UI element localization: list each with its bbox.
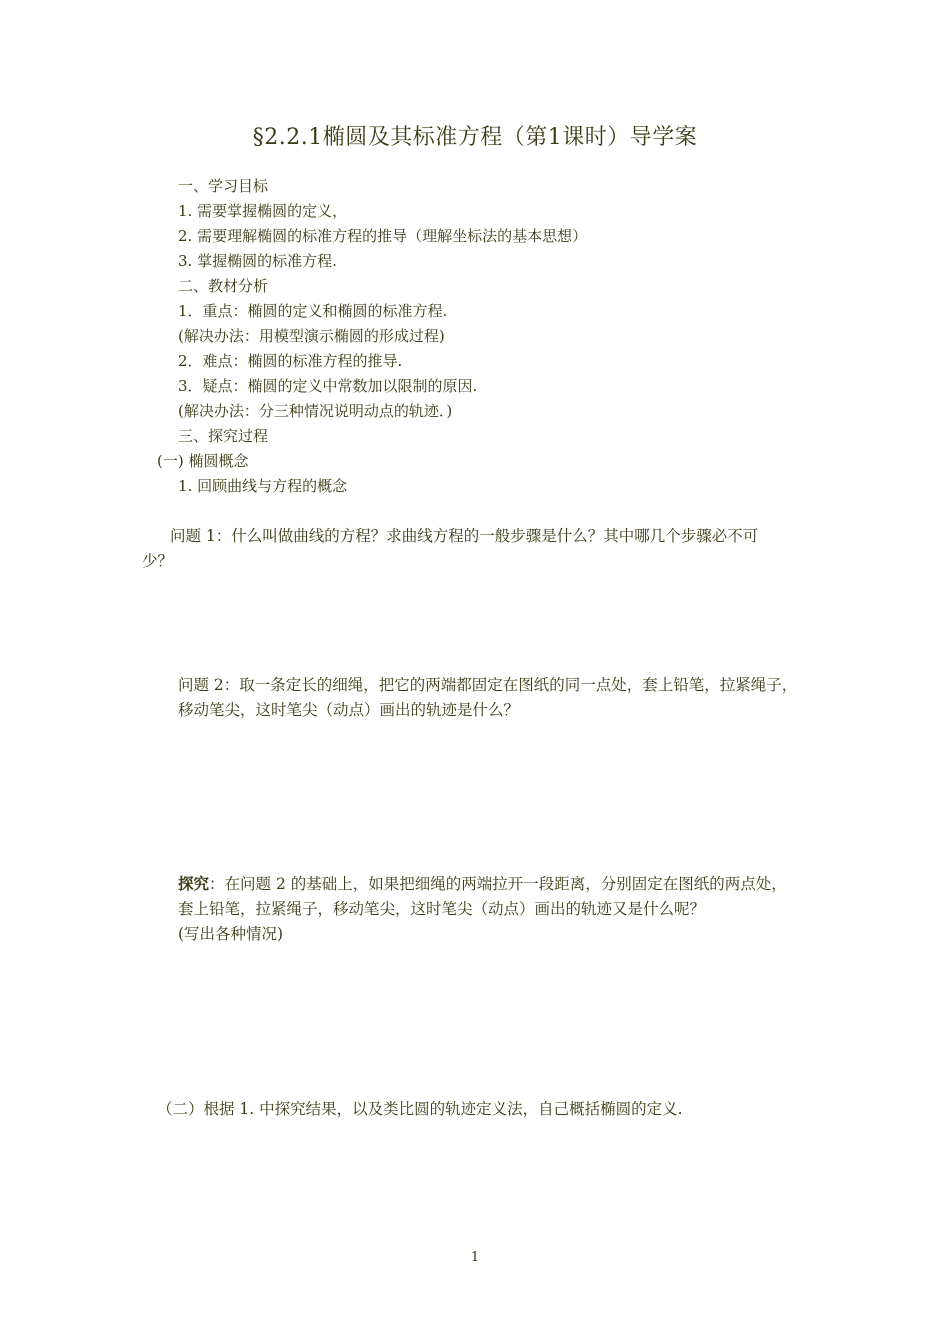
section-heading-analysis: 二、教材分析 — [178, 277, 269, 295]
explore-line-1 — [178, 874, 787, 894]
explore-label: 探究 — [178, 874, 210, 893]
question-2-line-1: 问题 2：取一条定长的细绳，把它的两端都固定在图纸的同一点处，套上铅笔，拉紧绳子， — [178, 676, 798, 694]
explore-line-3: (写出各种情况) — [178, 925, 284, 943]
section-two-definition: （二）根据 1. 中探究结果，以及类比圆的轨迹定义法，自己概括椭圆的定义. — [157, 1100, 683, 1118]
analysis-item-3: 3．疑点：椭圆的定义中常数加以限制的原因. — [178, 377, 478, 395]
goal-item-1: 1. 需要掌握椭圆的定义， — [178, 202, 348, 220]
analysis-item-2: 2．难点：椭圆的标准方程的推导. — [178, 352, 403, 370]
subsection-ellipse-concept: (一) 椭圆概念 — [157, 452, 249, 470]
question-1-line-2: 少？ — [142, 552, 174, 570]
question-1-line-1: 问题 1：什么叫做曲线的方程？求曲线方程的一般步骤是什么？其中哪几个步骤必不可 — [170, 527, 759, 545]
analysis-item-1: 1．重点：椭圆的定义和椭圆的标准方程. — [178, 302, 448, 320]
document-title: §2.2.1椭圆及其标准方程（第1课时）导学案 — [252, 125, 698, 150]
concept-item-1: 1. 回顾曲线与方程的概念 — [178, 477, 348, 495]
section-heading-goals: 一、学习目标 — [178, 177, 269, 195]
explore-line-2: 套上铅笔，拉紧绳子，移动笔尖，这时笔尖（动点）画出的轨迹又是什么呢？ — [178, 900, 706, 918]
goal-item-2: 2. 需要理解椭圆的标准方程的推导（理解坐标法的基本思想） — [178, 227, 588, 245]
question-2-line-2: 移动笔尖，这时笔尖（动点）画出的轨迹是什么？ — [178, 701, 520, 719]
analysis-item-3-note: (解决办法：分三种情况说明动点的轨迹．) — [178, 402, 453, 420]
analysis-item-1-note: (解决办法：用模型演示椭圆的形成过程) — [178, 327, 445, 345]
page-number: 1 — [470, 1250, 480, 1265]
goal-item-3: 3. 掌握椭圆的标准方程. — [178, 252, 337, 270]
explore-line-1-text: ：在问题 2 的基础上，如果把细绳的两端拉开一段距离，分别固定在图纸的两点处， — [209, 875, 787, 893]
section-heading-process: 三、探究过程 — [178, 427, 269, 445]
